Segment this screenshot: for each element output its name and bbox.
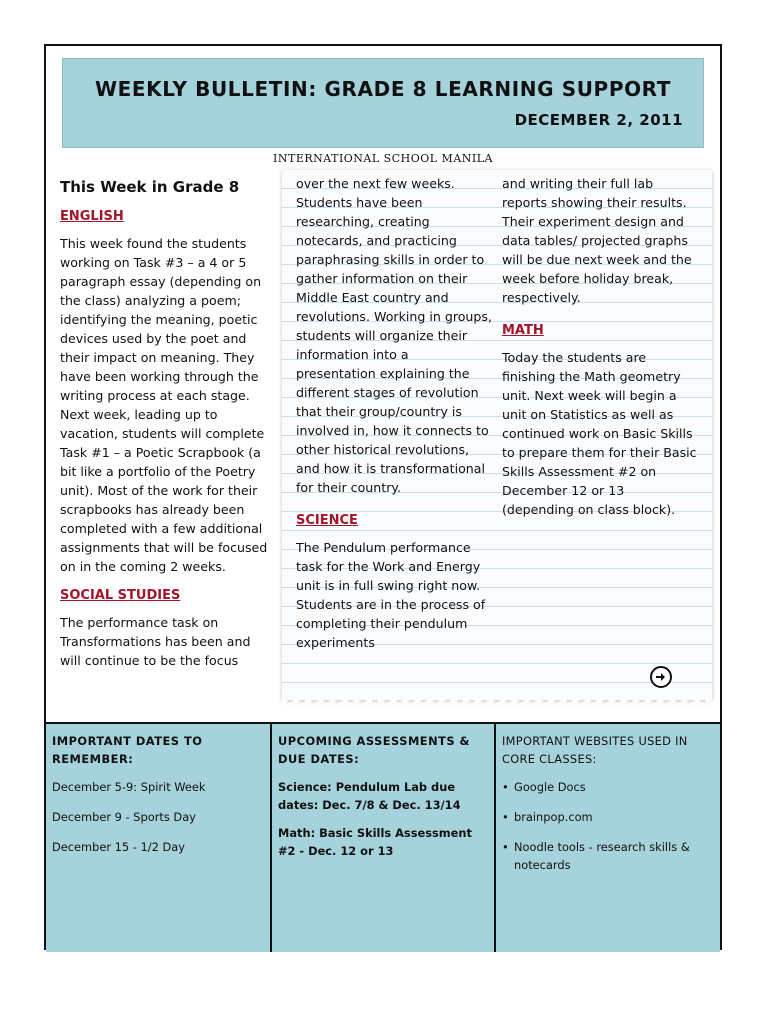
bulletin-header	[62, 58, 704, 148]
bullet-icon: •	[502, 780, 509, 794]
website-item[interactable]	[502, 838, 714, 874]
date-item: December 9 - Sports Day	[52, 810, 196, 824]
bullet-icon: •	[502, 810, 509, 824]
english-heading: ENGLISH	[60, 209, 124, 224]
column-2	[296, 174, 492, 652]
important-dates-title: IMPORTANT DATES TO REMEMBER:	[52, 734, 203, 766]
science-text-part2: and writing their full lab reports showing their results. Their experiment design and data tables/ projected graphs will be due next week and the week before holiday break, respectively.	[502, 176, 692, 305]
assessments-title: UPCOMING ASSESSMENTS & DUE DATES:	[278, 734, 470, 766]
school-name: INTERNATIONAL SCHOOL MANILA	[273, 152, 493, 165]
bulletin-page	[44, 44, 722, 950]
date-item: December 15 - 1/2 Day	[52, 840, 185, 854]
science-text-part1: The Pendulum performance task for the Work and Energy unit is in full swing right now. Students are in the process of completing their pendulum experiments	[296, 540, 486, 650]
bullet-icon: •	[502, 840, 509, 854]
intro-heading: This Week in Grade 8	[60, 178, 240, 196]
column-3	[502, 174, 698, 519]
info-boxes	[46, 722, 720, 954]
column-1	[60, 176, 272, 670]
math-heading: MATH	[502, 323, 544, 338]
website-item[interactable]	[502, 778, 714, 796]
website-label: Google Docs	[514, 780, 586, 794]
assessment-item: Math: Basic Skills Assessment #2 - Dec. 12 or 13	[278, 826, 472, 858]
science-heading: SCIENCE	[296, 513, 358, 528]
arrow-right-circle-icon[interactable]	[650, 666, 672, 688]
english-text: This week found the students working on Task #3 – a 4 or 5 paragraph essay (depending on the class) analyzing a poem; identifying the meaning, poetic devices used by the poet and their impact on meaning. They have been working through the writing process at each stage. Next week, leading up to vacation, students will complete Task #1 – a Poetic Scrapbook (a bit like a portfolio of the Poetry unit). Most of the work for their scrapbooks has already been completed with a few additional assignments that will be focused on in the coming 2 weeks.	[60, 236, 268, 574]
websites-title: IMPORTANT WEBSITES USED IN CORE CLASSES:	[502, 734, 688, 766]
math-text: Today the students are finishing the Math geometry unit. Next week will begin a unit on Statistics as well as continued work on Basic Skills to prepare them for their Basic Skills Assessment #2 on December 12 or 13 (depending on class block).	[502, 350, 697, 517]
assessment-item: Science: Pendulum Lab due dates: Dec. 7/8 & Dec. 13/14	[278, 780, 461, 812]
bulletin-date: DECEMBER 2, 2011	[514, 111, 683, 129]
assessments-box	[272, 724, 496, 952]
bulletin-title: WEEKLY BULLETIN: GRADE 8 LEARNING SUPPORT	[94, 77, 672, 101]
website-label: brainpop.com	[514, 810, 593, 824]
websites-box	[496, 724, 720, 952]
date-item: December 5-9: Spirit Week	[52, 780, 206, 794]
important-dates-box	[46, 724, 272, 952]
social-studies-text-part2: over the next few weeks. Students have been researching, creating notecards, and practicing paraphrasing skills in order to gather information on their Middle East country and revolutions. Working in groups, students will organize their information into a presentation explaining the different stages of revolution that their group/country is involved in, how it connects to other historical revolutions, and how it is transformational for their country.	[296, 176, 492, 495]
website-item[interactable]	[502, 808, 714, 826]
social-studies-heading: SOCIAL STUDIES	[60, 588, 181, 603]
social-studies-text-part1: The performance task on Transformations has been and will continue to be the focus	[60, 615, 251, 668]
website-label: Noodle tools - research skills & notecards	[514, 840, 690, 872]
